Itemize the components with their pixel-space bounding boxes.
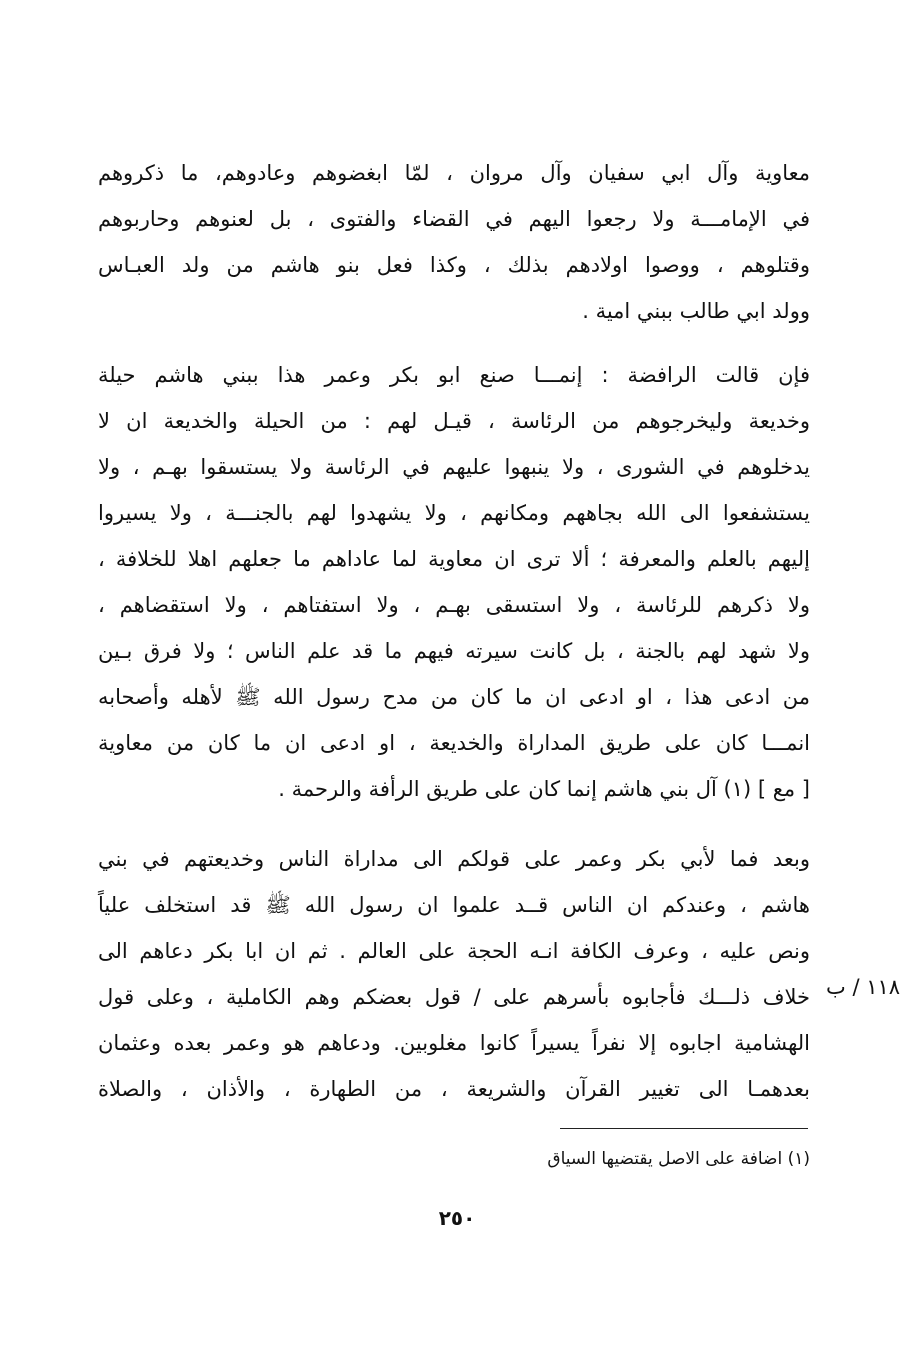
text-line: معاوية وآل ابي سفيان وآل مروان ، لمّا ابغضوهم وعادوهم، ما ذكروهم [98,161,810,185]
text-line: في الإمامـــة ولا رجعوا اليهم في القضاء والفتوى ، بل لعنوهم وحاربوهم [98,207,810,231]
page-number: ٢٥٠ [438,1206,476,1230]
text-line: بعدهمـا الى تغيير القرآن والشريعة ، من الطهارة ، والأذان ، والصلاة [98,1077,810,1101]
manuscript-folio-note: ١١٨ / ب [826,975,901,999]
text-line: الهشامية اجابوه إلا نفراً يسيراً كانوا مغلوبين. ودعاهم هو وعمر بعده وعثمان [98,1031,810,1055]
text-line: [ مع ] (١) آل بني هاشم إنما كان على طريق الرأفة والرحمة . [278,777,810,801]
text-line: خلاف ذلـــك فأجابوه بأسرهم على / قول بعضكم وهم الكاملية ، وعلى قول [98,985,810,1009]
text-line: وخديعة وليخرجوهم من الرئاسة ، قيـل لهم : من الحيلة والخديعة ان لا [98,409,810,433]
text-line: انمـــا كان على طريق المداراة والخديعة ، او ادعى ان ما كان من معاوية [98,731,810,755]
text-line: وبعد فما لأبي بكر وعمر على قولكم الى مداراة الناس وخديعتهم في بني [98,847,810,871]
text-line: وقتلوهم ، ووصوا اولادهم بذلك ، وكذا فعل بنو هاشم من ولد العبـاس [98,253,810,277]
paragraph-1 [98,150,810,334]
text-line: ونص عليه ، وعرف الكافة انـه الحجة على العالم . ثم ان ابا بكر دعاهم الى [98,939,810,963]
text-line: يدخلوهم في الشورى ، ولا ينبهوا عليهم في الرئاسة ولا يستسقوا بهـم ، ولا [98,455,810,479]
text-line: هاشم ، وعندكم ان الناس قــد علموا ان رسول الله ﷺ قد استخلف علياً [98,893,810,917]
text-line: إليهم بالعلم والمعرفة ؛ ألا ترى ان معاوية لما عاداهم ما جعلهم اهلا للخلافة ، [98,547,810,571]
paragraph-2 [98,352,810,812]
footnote-separator [560,1128,808,1129]
text-line: ولا ذكرهم للرئاسة ، ولا استسقى بهـم ، ولا استفتاهم ، ولا استقضاهم ، [98,593,810,617]
text-line: ولا شهد لهم بالجنة ، بل كانت سيرته فيهم ما قد علم الناس ؛ ولا فرق بـين [98,639,810,663]
text-line: وولد ابي طالب ببني امية . [582,299,810,323]
text-line: فإن قالت الرافضة : إنمـــا صنع ابو بكر وعمر هذا ببني هاشم حيلة [98,363,810,387]
text-line: من ادعى هذا ، او ادعى ان ما كان من مدح رسول الله ﷺ لأهله وأصحابه [98,685,810,709]
text-line: يستشفعوا الى الله بجاههم ومكانهم ، ولا يشهدوا لهم بالجنـــة ، ولا يسيروا [98,501,810,525]
footnote: (١) اضافة على الاصل يقتضيها السياق [547,1149,810,1169]
paragraph-3 [98,836,810,1112]
